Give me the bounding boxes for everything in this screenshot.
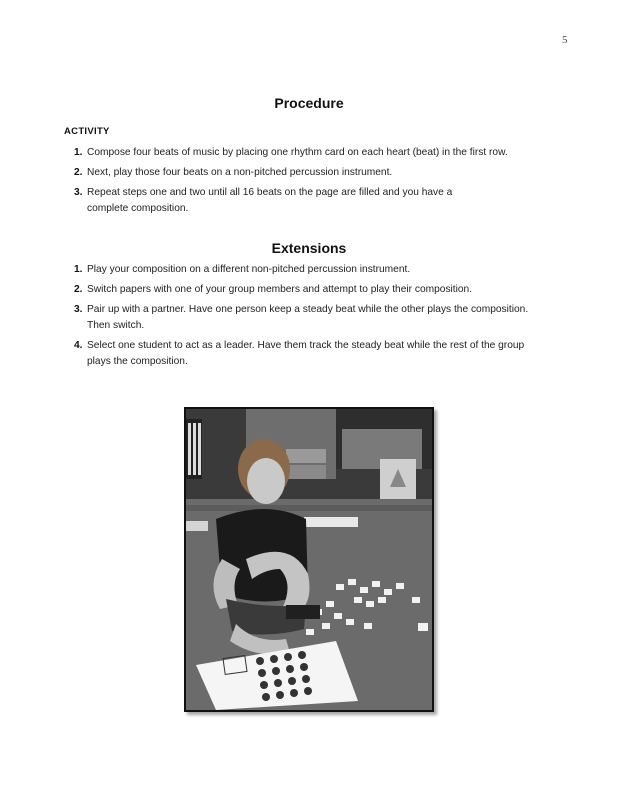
step-number: 1. bbox=[74, 147, 83, 158]
classroom-photo bbox=[184, 407, 434, 712]
piano-keys-icon bbox=[188, 423, 201, 475]
paper-sheet bbox=[304, 517, 358, 527]
shoe bbox=[286, 605, 320, 619]
step-number: 3. bbox=[74, 304, 83, 315]
step-text: Repeat steps one and two until all 16 beats on the page are filled and you have a complete composition. bbox=[87, 187, 453, 214]
step-text: Compose four beats of music by placing one rhythm card on each heart (beat) in the first row. bbox=[87, 147, 508, 158]
shelf-bin bbox=[286, 465, 326, 479]
activity-subheading: ACTIVITY bbox=[64, 126, 110, 137]
step-text: Play your composition on a different non-pitched percussion instrument. bbox=[87, 264, 411, 275]
step-number: 2. bbox=[74, 167, 83, 178]
face bbox=[247, 458, 285, 504]
step-text: Pair up with a partner. Have one person keep a steady beat while the other plays the composition. Then switch. bbox=[87, 304, 529, 331]
step-number: 3. bbox=[74, 187, 83, 198]
list-item bbox=[70, 302, 550, 334]
extensions-steps-list bbox=[70, 262, 550, 374]
step-text: Switch papers with one of your group members and attempt to play their composition. bbox=[87, 284, 473, 295]
step-number: 1. bbox=[74, 264, 83, 275]
extensions-heading: Extensions bbox=[271, 240, 347, 256]
step-text: Next, play those four beats on a non-pitched percussion instrument. bbox=[87, 167, 393, 178]
list-item bbox=[70, 282, 550, 298]
page-number: 5 bbox=[562, 34, 568, 46]
shelf-bin bbox=[286, 449, 326, 463]
step-number: 2. bbox=[74, 284, 83, 295]
list-item bbox=[70, 338, 550, 370]
activity-steps-list bbox=[70, 145, 550, 221]
list-item bbox=[70, 165, 550, 181]
paper-sheet bbox=[186, 521, 208, 531]
step-number: 4. bbox=[74, 340, 83, 351]
step-text: Select one student to act as a leader. Have them track the steady beat while the rest of the group plays the composition. bbox=[87, 340, 525, 367]
procedure-heading: Procedure bbox=[274, 95, 344, 111]
list-item bbox=[70, 262, 550, 278]
list-item bbox=[70, 185, 550, 217]
photo-illustration bbox=[186, 409, 432, 710]
list-item bbox=[70, 145, 550, 161]
